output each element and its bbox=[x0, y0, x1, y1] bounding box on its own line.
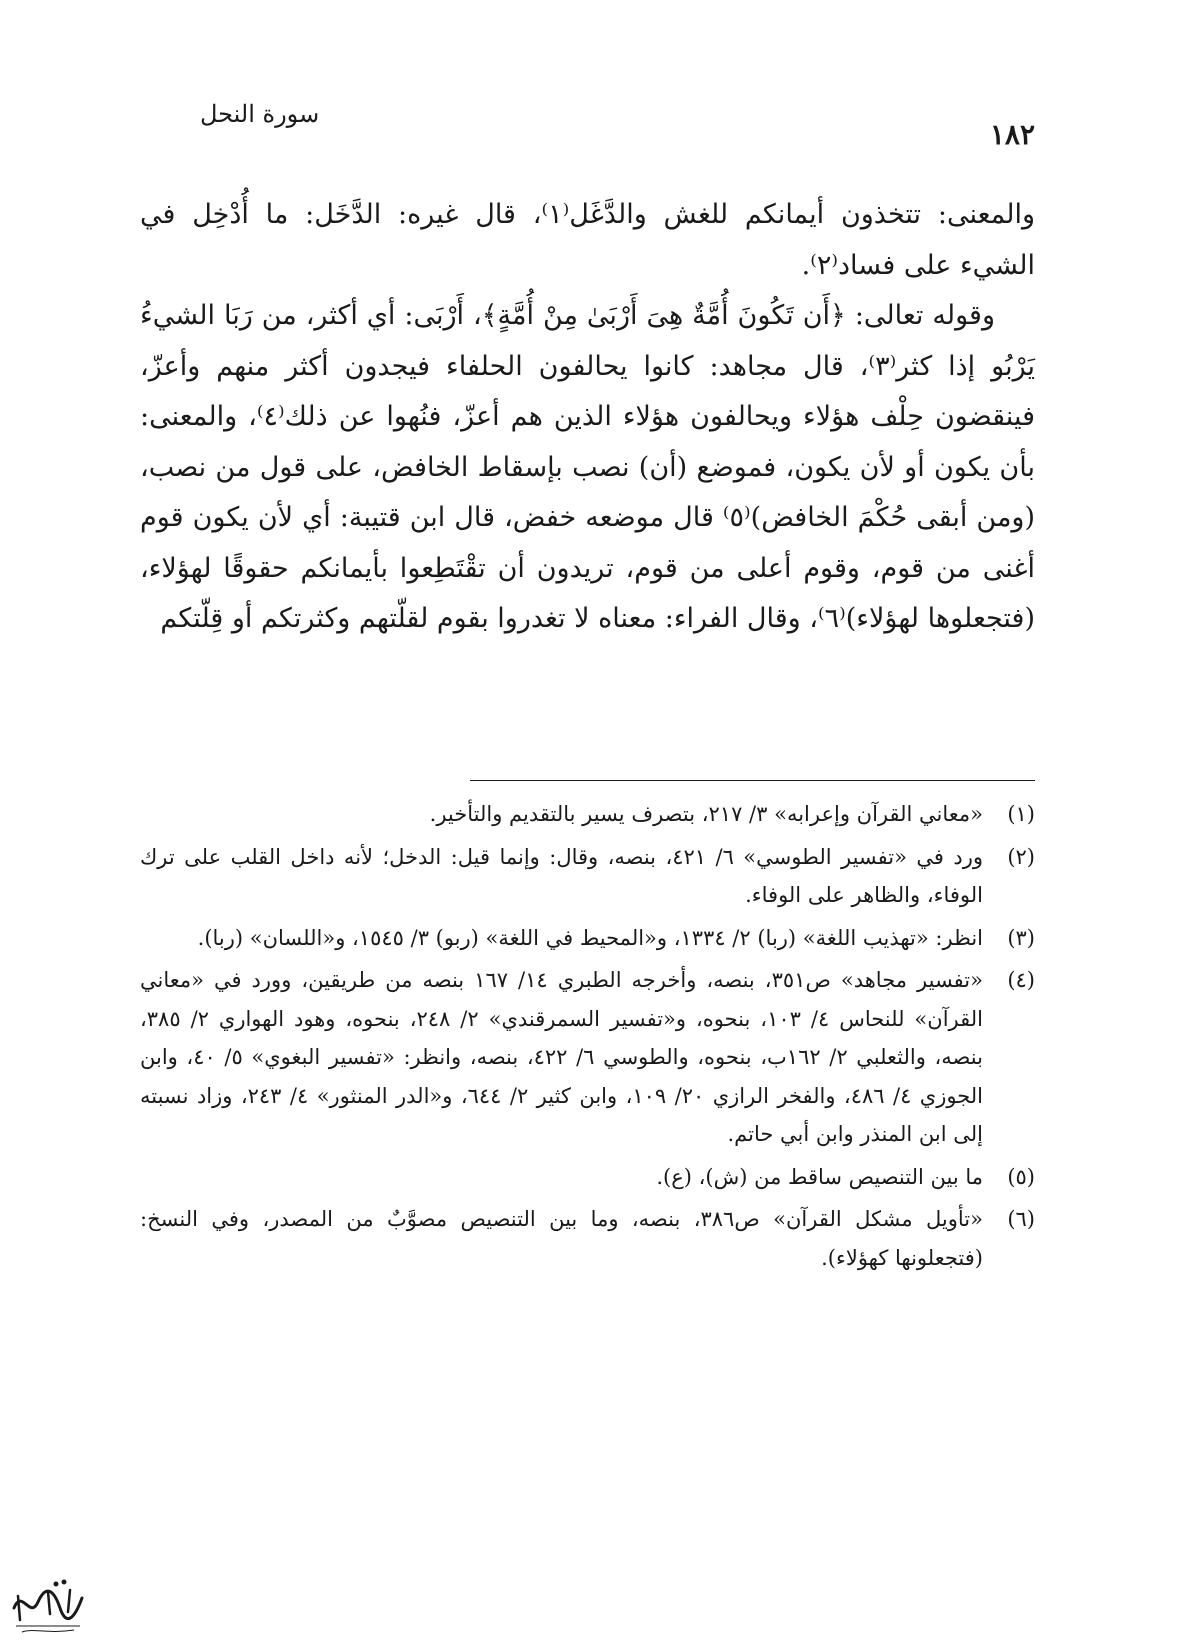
paragraph: وقوله تعالى: ﴿أَن تَكُونَ أُمَّةٌ هِىَ أَرْبَىٰ مِنْ أُمَّةٍ﴾، أَرْبَى: أي أكثر، من رَبَا الشيءُ يَرْبُو إذا كثر⁽٣⁾، قال مجاهد: كانوا يحالفون الحلفاء فيجدون أكثر منهم وأعزّ، فينقضون حِلْف هؤلاء ويحالفون هؤلاء الذين هم أعزّ، فنُهوا عن ذلك⁽٤⁾، والمعنى: بأن يكون أو لأن يكون، فموضع (أن) نصب بإسقاط الخافض، على قول من نصب، (ومن أبقى حُكْمَ الخافض)⁽٥⁾ قال موضعه خفض، قال ابن قتيبة: أي لأن يكون قوم أغنى من قوم، وقوم أعلى من قوم، تريدون أن تقْتَطِعوا بأيمانكم حقوقًا لهؤلاء، (فتجعلوها لهؤلاء)⁽٦⁾، وقال الفراء: معناه لا تغدروا بقوم لقلّتهم وكثرتكم أو قِلّتكم bbox=[140, 300, 1036, 634]
main-text bbox=[140, 190, 1035, 645]
footnote bbox=[140, 961, 1035, 1154]
footnotes bbox=[140, 795, 1035, 1281]
footnote-divider bbox=[470, 780, 1035, 781]
page-header bbox=[150, 100, 1035, 160]
footnote-number: (١) bbox=[1007, 802, 1035, 826]
running-title: سورة النحل bbox=[200, 100, 320, 128]
footnote-text: ورد في «تفسير الطوسي» ٦/ ٤٢١، بنصه، وقال: وإنما قيل: الدخل؛ لأنه داخل القلب على ترك الوفاء، والظاهر على الوفاء. bbox=[140, 844, 983, 907]
footnote-text: «تفسير مجاهد» ص٣٥١، بنصه، وأخرجه الطبري ١٤/ ١٦٧ بنصه من طريقين، وورد في «معاني القرآن» للنحاس ٤/ ١٠٣، بنحوه، و«تفسير السمرقندي» ٢/ ٢٤٨، بنحوه، وهود الهواري ٢/ ٣٨٥، بنصه، والثعلبي ٢/ ١٦٢ب، بنحوه، والطوسي ٦/ ٤٢٢، بنصه، وانظر: «تفسير البغوي» ٥/ ٤٠، وابن الجوزي ٤/ ٤٨٦، والفخر الرازي ٢٠/ ١٠٩، وابن كثير ٢/ ٦٤٤، و«الدر المنثور» ٤/ ٢٤٣، وزاد نسبته إلى ابن المنذر وابن أبي حاتم. bbox=[140, 968, 984, 1146]
footnote bbox=[140, 838, 1035, 915]
footnote-number: (٤) bbox=[1007, 968, 1035, 992]
footnote bbox=[140, 795, 1035, 834]
footnote-number: (٥) bbox=[1007, 1164, 1035, 1189]
paragraph: والمعنى: تتخذون أيمانكم للغش والدَّغَل⁽١⁾، قال غيره: الدَّخَل: ما أُدْخِل في الشيء على فساد⁽٢⁾. bbox=[140, 199, 1036, 281]
footnote-text: ما بين التنصيص ساقط من (ش)، (ع). bbox=[656, 1164, 983, 1189]
footnote-number: (٦) bbox=[1007, 1207, 1035, 1231]
footnote bbox=[140, 1158, 1035, 1197]
footnote bbox=[140, 1200, 1035, 1277]
page-number: ١٨٢ bbox=[989, 118, 1035, 151]
publisher-logo bbox=[8, 1568, 88, 1638]
footnote bbox=[140, 919, 1035, 958]
footnote-number: (٣) bbox=[1007, 925, 1035, 950]
footnote-text: انظر: «تهذيب اللغة» (ربا) ٢/ ١٣٣٤، و«المحيط في اللغة» (ربو) ٣/ ١٥٤٥، و«اللسان» (ربا). bbox=[197, 925, 983, 950]
footnote-text: «معاني القرآن وإعرابه» ٣/ ٢١٧، بتصرف يسير بالتقديم والتأخير. bbox=[429, 802, 983, 826]
footnote-text: «تأويل مشكل القرآن» ص٣٨٦، بنصه، وما بين التنصيص مصوَّبٌ من المصدر، وفي النسخ: (فتجعلونها كهؤلاء). bbox=[140, 1207, 983, 1270]
footnote-number: (٢) bbox=[1007, 844, 1035, 869]
